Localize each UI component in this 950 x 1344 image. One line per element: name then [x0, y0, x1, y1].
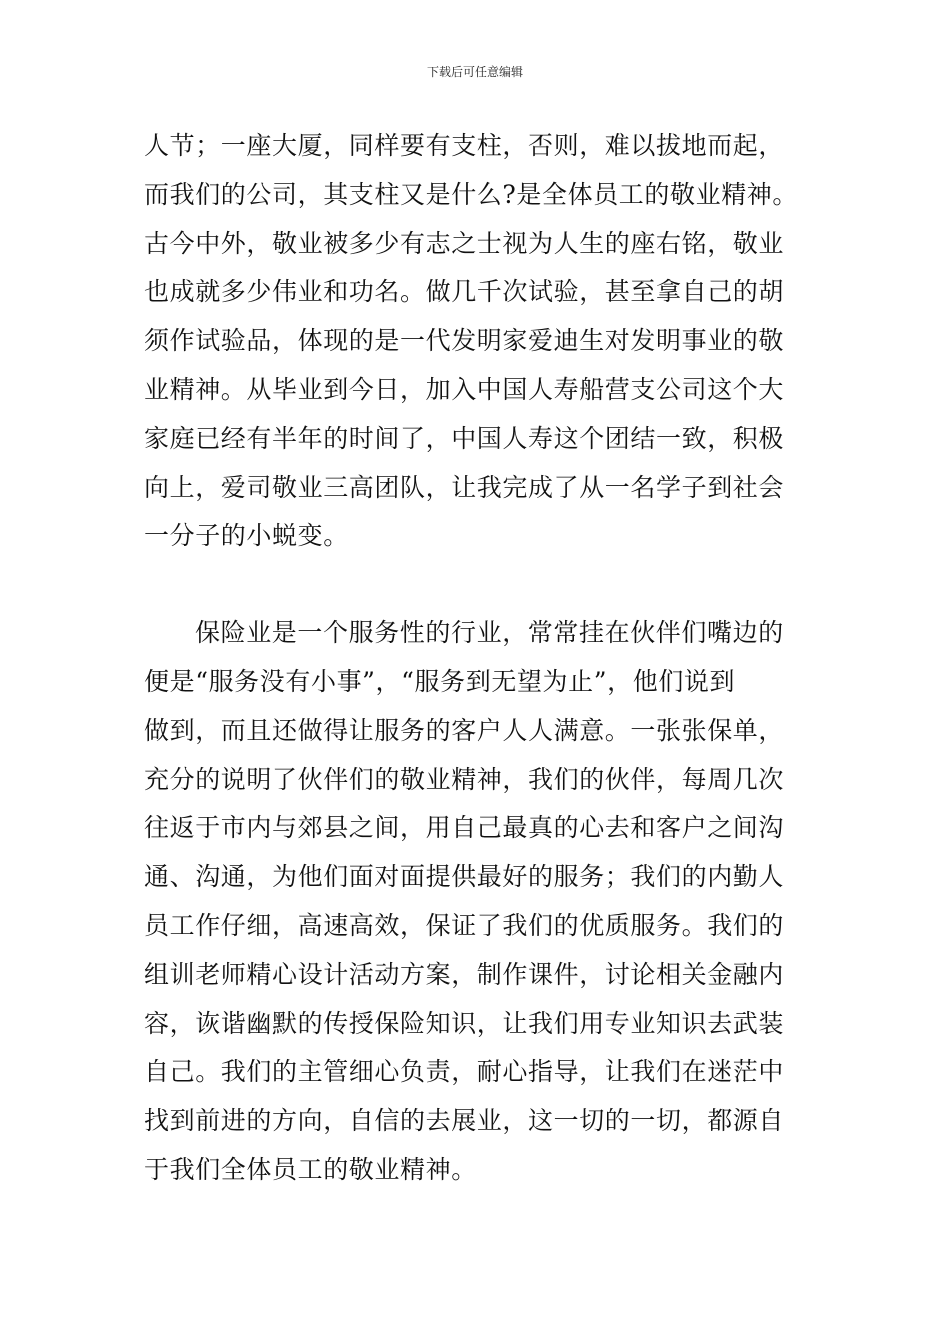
text-line: 往返于市内与郊县之间，用自己最真的心去和客户之间沟	[144, 813, 785, 843]
text-line: 须作试验品，体现的是一代发明家爱迪生对发明事业的敬	[144, 326, 785, 356]
text-line: 做到，而且还做得让服务的客户人人满意。一张张保单，	[144, 715, 785, 745]
text-line: 而我们的公司，其支柱又是什么?是全体员工的敬业精神。	[144, 179, 799, 209]
paragraph-spacer	[144, 561, 809, 609]
text-line: 古今中外，敬业被多少有志之士视为人生的座右铭，敬业	[144, 228, 785, 258]
text-line: 家庭已经有半年的时间了，中国人寿这个团结一致，积极	[144, 423, 785, 453]
text-line: 于我们全体员工的敬业精神。	[144, 1154, 477, 1184]
paragraph-2	[144, 609, 809, 1195]
text-line: 容，诙谐幽默的传授保险知识，让我们用专业知识去武装	[144, 1008, 785, 1038]
paragraph-1	[144, 122, 809, 561]
text-line: 员工作仔细，高速高效，保证了我们的优质服务。我们的	[144, 910, 785, 940]
text-line: 向上，爱司敬业三高团队，让我完成了从一名学子到社会	[144, 472, 785, 502]
text-line: 便是“服务没有小事”，“服务到无望为止”，他们说到	[144, 666, 736, 696]
text-line: 充分的说明了伙伴们的敬业精神，我们的伙伴，每周几次	[144, 764, 785, 794]
text-line: 人节；一座大厦，同样要有支柱，否则，难以拔地而起，	[144, 131, 785, 160]
text-line: 业精神。从毕业到今日，加入中国人寿船营支公司这个大	[144, 374, 785, 404]
text-line: 一分子的小蜕变。	[144, 521, 349, 551]
text-line: 找到前进的方向，自信的去展业，这一切的一切，都源自	[144, 1106, 785, 1136]
text-line: 保险业是一个服务性的行业，常常挂在伙伴们嘴边的	[195, 618, 784, 648]
document-body	[144, 122, 809, 1195]
text-line: 通、沟通，为他们面对面提供最好的服务；我们的内勤人	[144, 862, 785, 892]
text-line: 也成就多少伟业和功名。做几千次试验，甚至拿自己的胡	[144, 277, 785, 307]
text-line: 自己。我们的主管细心负责，耐心指导，让我们在迷茫中	[144, 1057, 785, 1087]
page-header: 下载后可任意编辑	[426, 65, 523, 79]
text-line: 组训老师精心设计活动方案，制作课件，讨论相关金融内	[144, 959, 785, 989]
